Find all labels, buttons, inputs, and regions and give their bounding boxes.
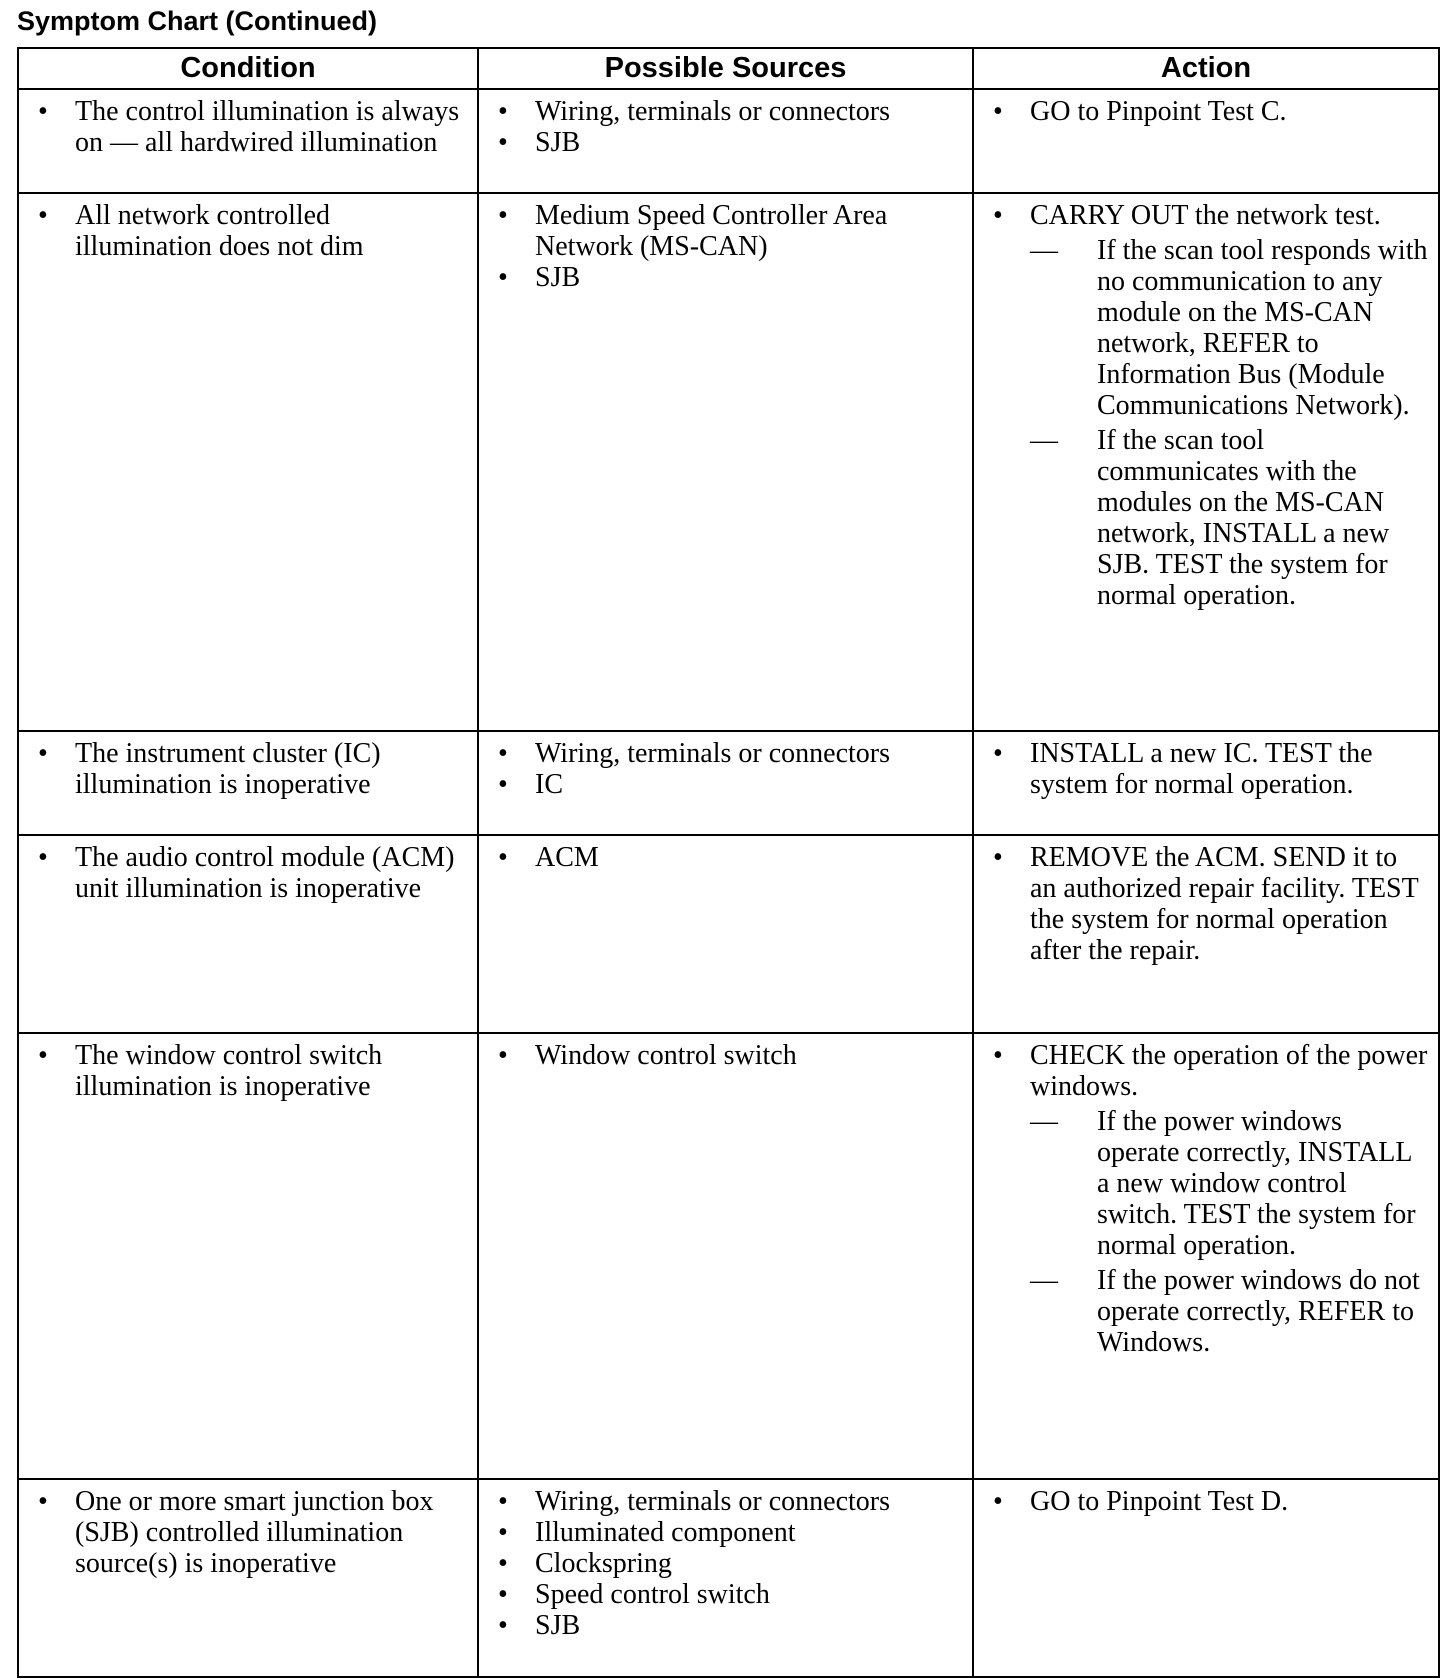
sub-action-item: — If the scan tool communicates with the modules on the MS-CAN network, INSTALL a new SJB. TEST the system for normal operation. [1030, 425, 1430, 611]
sub-action-list [1030, 235, 1430, 611]
source-item: • SJB [487, 127, 964, 158]
action-item [982, 96, 1430, 127]
table-row [18, 1479, 1439, 1677]
sources-list [487, 96, 964, 158]
sub-action-list [1030, 1106, 1430, 1358]
action-list [982, 1040, 1430, 1358]
sources-list [487, 200, 964, 293]
condition-list [27, 842, 469, 904]
condition-list [27, 96, 469, 158]
source-item: • Medium Speed Controller Area Network (MS-CAN) [487, 200, 964, 262]
action-list [982, 842, 1430, 966]
condition-cell [18, 1479, 478, 1677]
table-body [18, 89, 1439, 1677]
action-item [982, 842, 1430, 966]
table-row [18, 731, 1439, 835]
symptom-chart-table [17, 47, 1440, 1678]
source-item: • Clockspring [487, 1548, 964, 1579]
condition-cell [18, 835, 478, 1033]
action-item [982, 1040, 1430, 1358]
source-item: • Speed control switch [487, 1579, 964, 1610]
table-row [18, 193, 1439, 731]
action-list [982, 1486, 1430, 1517]
action-cell [973, 89, 1439, 193]
condition-list [27, 1486, 469, 1579]
sub-action-item: — If the scan tool responds with no communication to any module on the MS-CAN network, REFER to Information Bus (Module Communications Network). [1030, 235, 1430, 421]
sources-list [487, 842, 964, 873]
action-cell [973, 1033, 1439, 1479]
action-cell [973, 835, 1439, 1033]
condition-text: • The window control switch illumination is inoperative [27, 1040, 469, 1102]
condition-cell [18, 1033, 478, 1479]
column-header-sources: Possible Sources [478, 48, 973, 89]
condition-list [27, 200, 469, 262]
sources-cell [478, 1033, 973, 1479]
source-item: • Wiring, terminals or connectors [487, 96, 964, 127]
action-text: CARRY OUT the network test. [1030, 200, 1381, 231]
column-header-condition: Condition [18, 48, 478, 89]
action-text: GO to Pinpoint Test C. [1030, 96, 1287, 127]
source-item: • SJB [487, 262, 964, 293]
sub-action-item: — If the power windows operate correctly, INSTALL a new window control switch. TEST the system for normal operation. [1030, 1106, 1430, 1261]
action-text: INSTALL a new IC. TEST the system for normal operation. [1030, 738, 1373, 800]
condition-cell [18, 89, 478, 193]
action-list [982, 96, 1430, 127]
source-item: • Wiring, terminals or connectors [487, 1486, 964, 1517]
source-item: • SJB [487, 1610, 964, 1641]
sources-list [487, 738, 964, 800]
sources-cell [478, 89, 973, 193]
action-list [982, 738, 1430, 800]
column-header-action: Action [973, 48, 1439, 89]
page-title: Symptom Chart (Continued) [17, 6, 377, 36]
source-item: • ACM [487, 842, 964, 873]
sub-action-item: — If the power windows do not operate correctly, REFER to Windows. [1030, 1265, 1430, 1358]
action-item [982, 1486, 1430, 1517]
condition-list [27, 738, 469, 800]
condition-text: • The control illumination is always on — all hardwired illumination [27, 96, 469, 158]
condition-list [27, 1040, 469, 1102]
action-text: CHECK the operation of the power windows. [1030, 1040, 1428, 1102]
condition-text: • The audio control module (ACM) unit illumination is inoperative [27, 842, 469, 904]
action-list [982, 200, 1430, 611]
source-item: • Wiring, terminals or connectors [487, 738, 964, 769]
sources-cell [478, 1479, 973, 1677]
table-row [18, 835, 1439, 1033]
condition-text: • The instrument cluster (IC) illumination is inoperative [27, 738, 469, 800]
action-cell [973, 1479, 1439, 1677]
action-cell [973, 193, 1439, 731]
condition-cell [18, 193, 478, 731]
table-header-row [18, 48, 1439, 89]
sources-cell [478, 193, 973, 731]
condition-text: • All network controlled illumination does not dim [27, 200, 469, 262]
source-item: • Illuminated component [487, 1517, 964, 1548]
table-row [18, 89, 1439, 193]
action-item [982, 200, 1430, 611]
action-item [982, 738, 1430, 800]
sources-list [487, 1486, 964, 1641]
condition-cell [18, 731, 478, 835]
sources-list [487, 1040, 964, 1071]
source-item: • Window control switch [487, 1040, 964, 1071]
action-cell [973, 731, 1439, 835]
action-text: REMOVE the ACM. SEND it to an authorized repair facility. TEST the system for normal operation after the repair. [1030, 842, 1419, 966]
condition-text: • One or more smart junction box (SJB) controlled illumination source(s) is inoperative [27, 1486, 469, 1579]
table-row [18, 1033, 1439, 1479]
action-text: GO to Pinpoint Test D. [1030, 1486, 1289, 1517]
source-item: • IC [487, 769, 964, 800]
sources-cell [478, 835, 973, 1033]
sources-cell [478, 731, 973, 835]
